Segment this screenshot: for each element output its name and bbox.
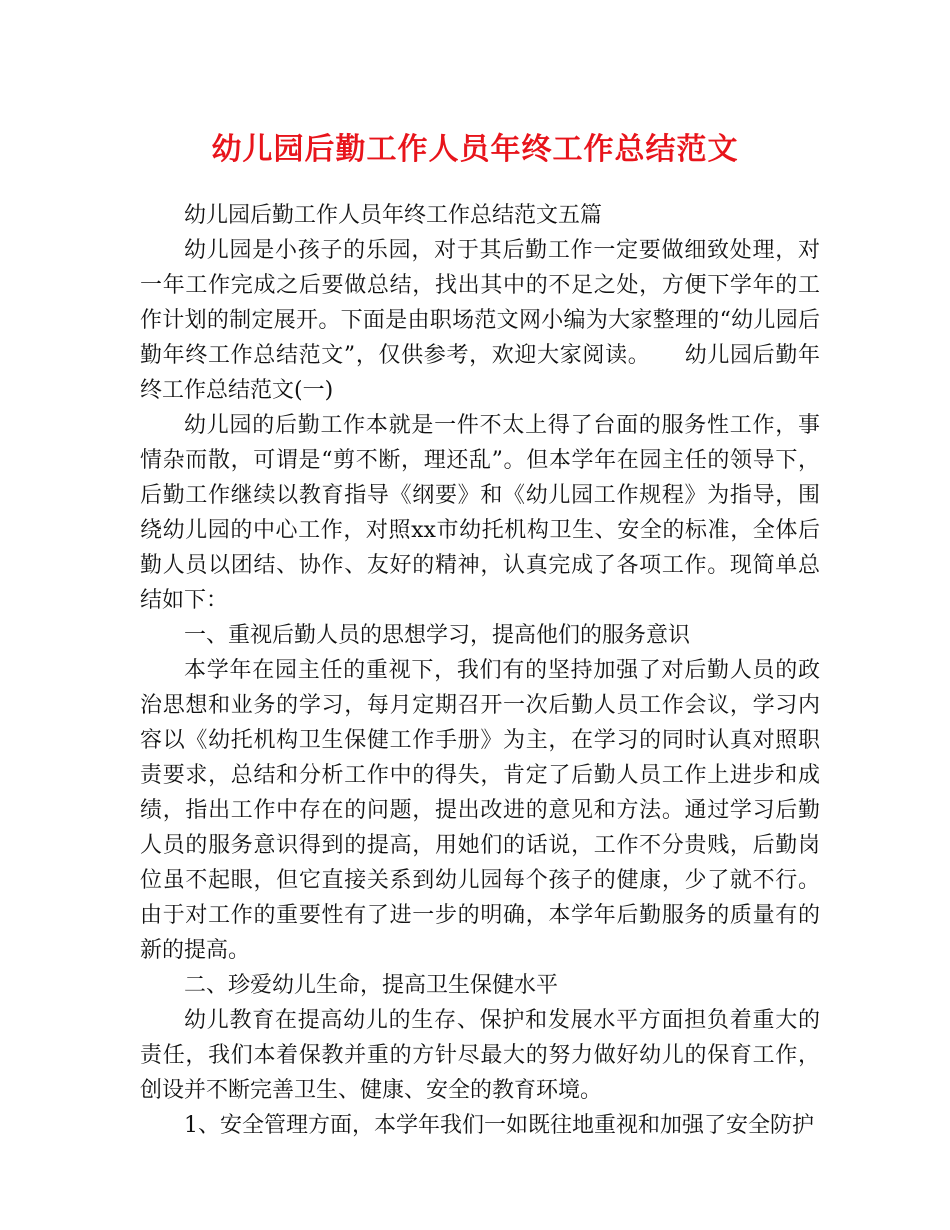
paragraph-subtitle: 幼儿园后勤工作人员年终工作总结范文五篇 (184, 203, 603, 228)
section-heading-2: 二、珍爱幼儿生命，提高卫生保健水平 (184, 973, 559, 998)
paragraph-section-2: 幼儿教育在提高幼儿的生存、保护和发展水平方面担负着重大的责任，我们本着保教并重的方针尽最大的努力做好幼儿的保育工作，创设并不断完善卫生、健康、安全的教育环境。 (140, 1008, 820, 1103)
section-heading-1: 一、重视后勤人员的思想学习，提高他们的服务意识 (184, 623, 691, 648)
paragraph-overview: 幼儿园的后勤工作本就是一件不太上得了台面的服务性工作，事情杂而散，可谓是“剪不断，理还乱”。但本学年在园主任的领导下，后勤工作继续以教育指导《纲要》和《幼儿园工作规程》为指导，围绕幼儿园的中心工作，对照xx市幼托机构卫生、安全的标准，全体后勤人员以团结、协作、友好的精神，认真完成了各项工作。现简单总结如下： (140, 413, 820, 613)
document-title: 幼儿园后勤工作人员年终工作总结范文 (211, 132, 739, 167)
paragraph-item-1: 1、安全管理方面，本学年我们一如既往地重视和加强了安全防护 (184, 1113, 814, 1138)
paragraph-section-1: 本学年在园主任的重视下，我们有的坚持加强了对后勤人员的政治思想和业务的学习，每月定期召开一次后勤人员工作会议，学习内容以《幼托机构卫生保健工作手册》为主，在学习的同时认真对照职责要求，总结和分析工作中的得失，肯定了后勤人员工作上进步和成绩，指出工作中存在的问题，提出改进的意见和方法。通过学习后勤人员的服务意识得到的提高，用她们的话说，工作不分贵贱，后勤岗位虽不起眼，但它直接关系到幼儿园每个孩子的健康，少了就不行。由于对工作的重要性有了进一步的明确，本学年后勤服务的质量有的新的提高。 (140, 658, 820, 963)
document-body (140, 198, 820, 1143)
paragraph-intro: 幼儿园是小孩子的乐园，对于其后勤工作一定要做细致处理，对一年工作完成之后要做总结，找出其中的不足之处，方便下学年的工作计划的制定展开。下面是由职场范文网小编为大家整理的“幼儿园后勤年终工作总结范文”，仅供参考，欢迎大家阅读。 幼儿园后勤年终工作总结范文(一) (140, 238, 820, 403)
